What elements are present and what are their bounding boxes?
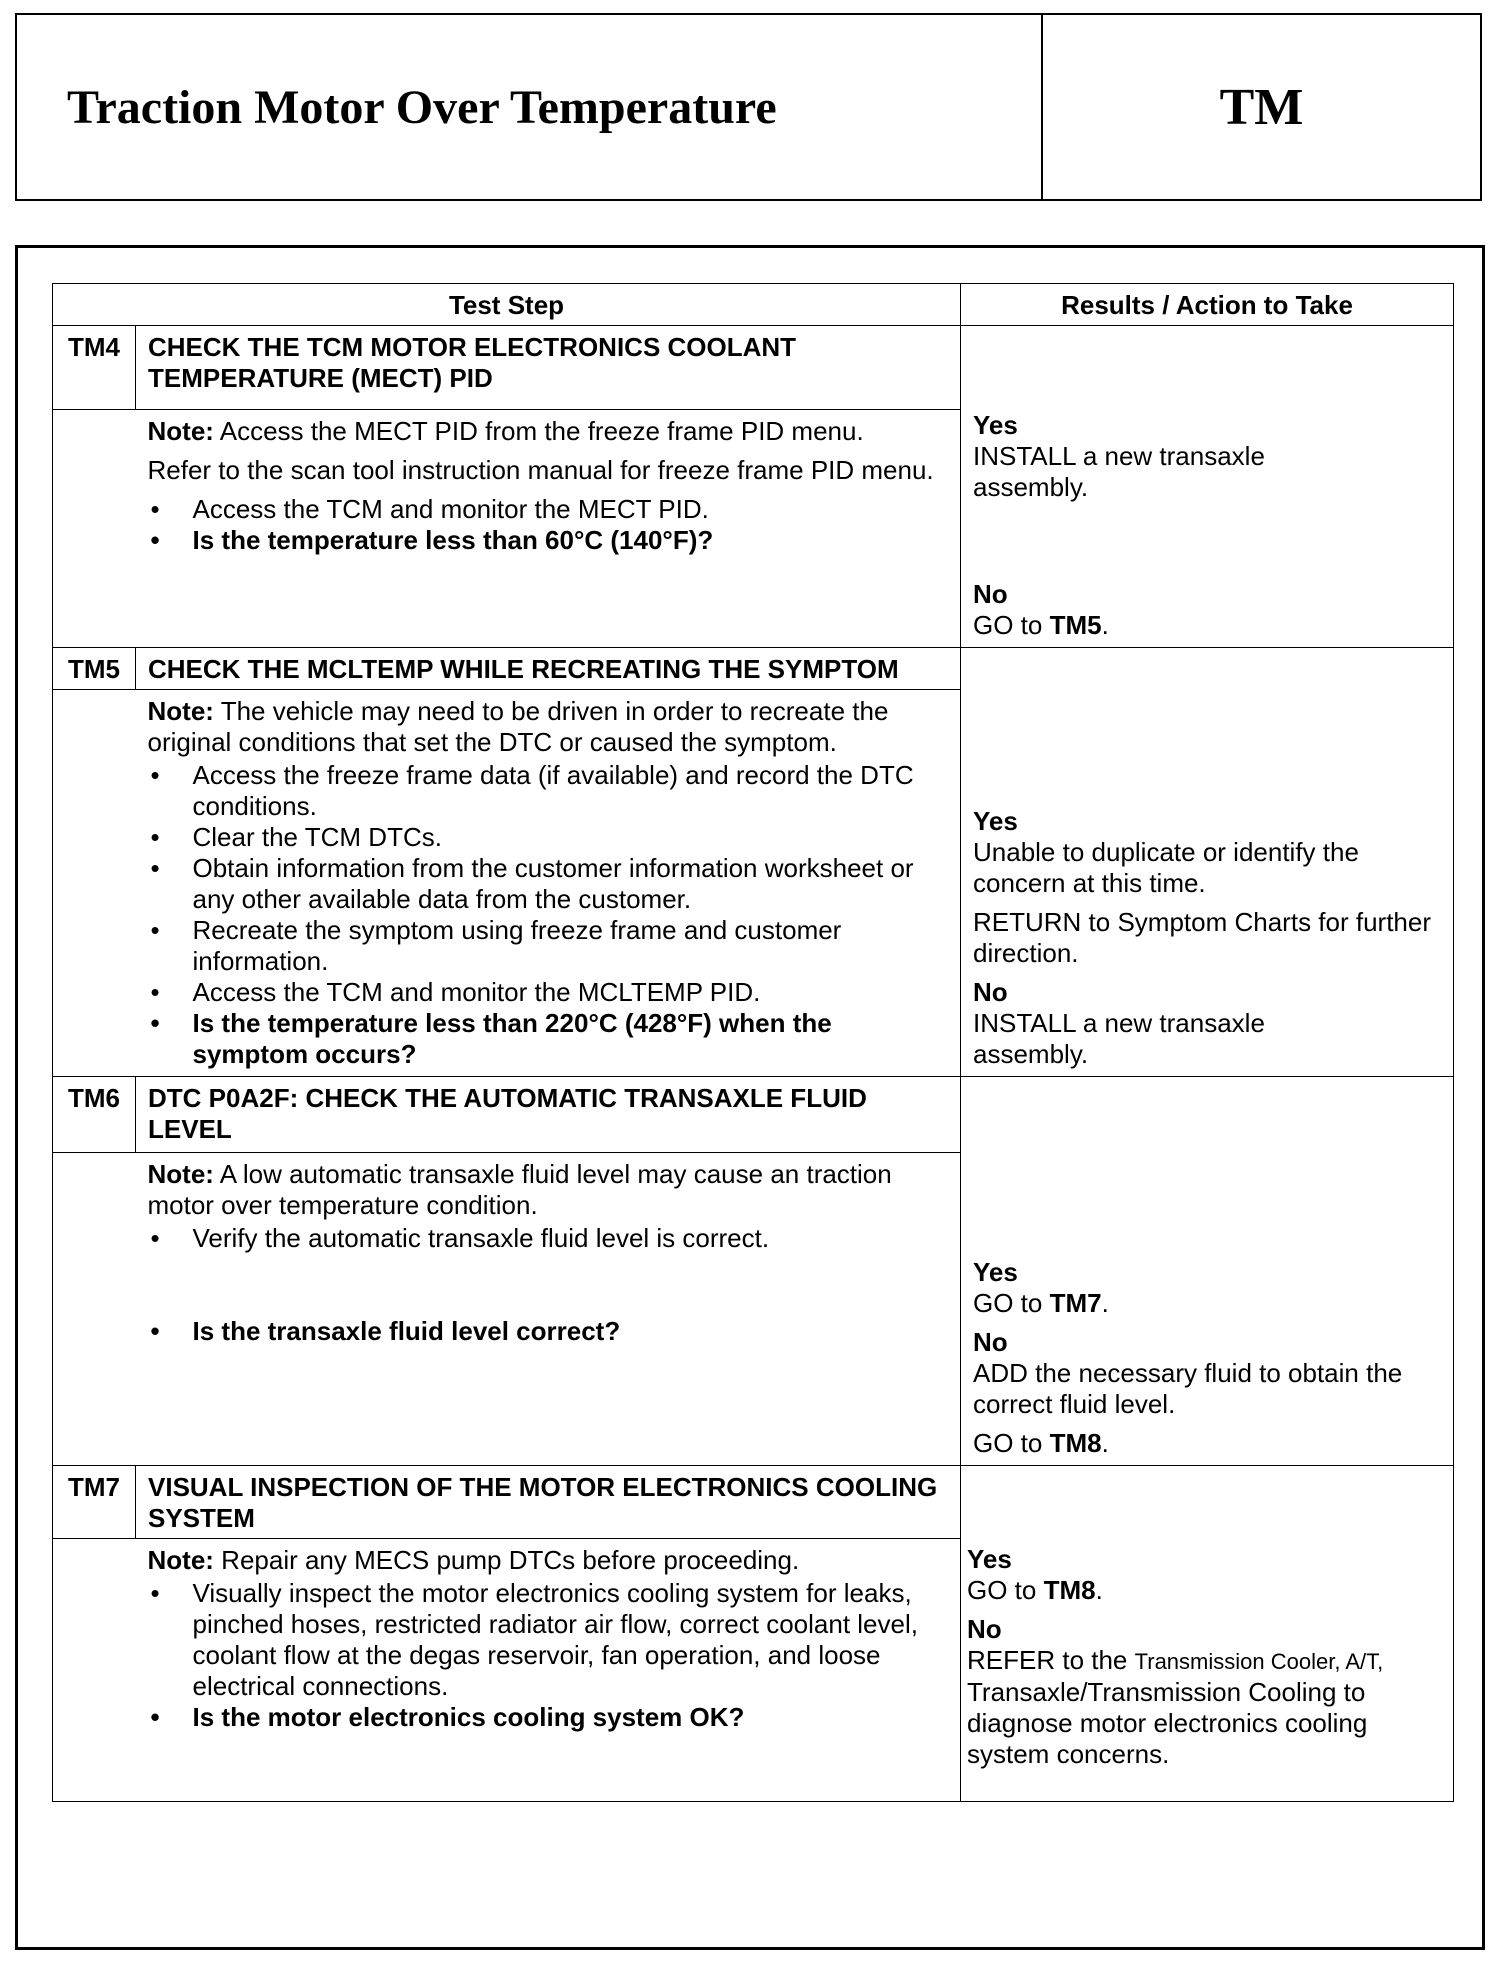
no-label: No <box>973 1327 1008 1357</box>
step-body <box>136 690 961 1077</box>
no-action-goto: GO to TM8. <box>973 1428 1109 1458</box>
goto-link-tm5[interactable]: TM5 <box>1049 610 1102 640</box>
step-id: TM6 <box>53 1077 136 1153</box>
bullet-item: • Obtain information from the customer information worksheet or any other available data from the customer. <box>193 853 947 915</box>
no-action: GO to TM5. <box>973 610 1109 640</box>
step-title: CHECK THE MCLTEMP WHILE RECREATING THE SYMPTOM <box>136 648 961 690</box>
step-id: TM4 <box>53 326 136 410</box>
no-label: No <box>967 1614 1002 1644</box>
test-step-table <box>52 283 1454 1802</box>
bullet-item: • Access the TCM and monitor the MECT PID. <box>193 494 947 525</box>
yes-action: Unable to duplicate or identify the concern at this time. <box>973 837 1359 898</box>
step-result-tm7 <box>961 1466 1454 1802</box>
title-cell <box>17 15 1043 199</box>
step-title-row-tm5 <box>53 648 1454 690</box>
step-result-tm4 <box>961 326 1454 648</box>
note: Note: A low automatic transaxle fluid level may cause an traction motor over temperature condition. <box>147 1159 892 1220</box>
bullet-item: • Access the freeze frame data (if available) and record the DTC conditions. <box>193 760 947 822</box>
step-title-row-tm6 <box>53 1077 1454 1153</box>
yes-label: Yes <box>973 410 1018 440</box>
no-label: No <box>973 579 1008 609</box>
step-title-row-tm7 <box>53 1466 1454 1539</box>
bullet-item: • Clear the TCM DTCs. <box>193 822 947 853</box>
no-action: REFER to the Transmission Cooler, A/T, Transaxle/Transmission Cooling to diagnose motor electronics cooling system concerns. <box>967 1645 1384 1769</box>
reference-link[interactable]: Transmission Cooler, A/T, <box>1134 1649 1384 1674</box>
yes-action-return: RETURN to Symptom Charts for further direction. <box>973 907 1431 968</box>
step-id: TM7 <box>53 1466 136 1539</box>
bullet-item: • Recreate the symptom using freeze frame and customer information. <box>193 915 947 977</box>
question: • Is the temperature less than 60°C (140°F)? <box>193 525 947 556</box>
section-code-cell <box>1043 15 1480 199</box>
page-title: Traction Motor Over Temperature <box>67 80 777 134</box>
bullet-item: • Visually inspect the motor electronics cooling system for leaks, pinched hoses, restricted radiator air flow, correct coolant level, coolant flow at the degas reservoir, fan operation, and loose electrical connections. <box>193 1578 947 1702</box>
no-action: INSTALL a new transaxle assembly. <box>973 1008 1265 1069</box>
step-result-tm5 <box>961 648 1454 1077</box>
yes-action: GO to TM7. <box>973 1288 1109 1318</box>
yes-label: Yes <box>967 1544 1012 1574</box>
step-body <box>136 1153 961 1466</box>
bullet-list <box>148 1578 947 1733</box>
question: • Is the transaxle fluid level correct? <box>193 1316 947 1347</box>
yes-label: Yes <box>973 1257 1018 1287</box>
bullet-item: • Verify the automatic transaxle fluid level is correct. <box>193 1223 947 1254</box>
step-title-row-tm4 <box>53 326 1454 410</box>
note: Note: Repair any MECS pump DTCs before proceeding. <box>147 1545 800 1575</box>
step-title: VISUAL INSPECTION OF THE MOTOR ELECTRONICS COOLING SYSTEM <box>136 1466 961 1539</box>
goto-link-tm8[interactable]: TM8 <box>1043 1575 1096 1605</box>
bullet-list <box>148 760 947 1070</box>
yes-label: Yes <box>973 806 1018 836</box>
question: • Is the temperature less than 220°C (428°F) when the symptom occurs? <box>193 1008 947 1070</box>
paragraph: Refer to the scan tool instruction manual for freeze frame PID menu. <box>147 455 934 485</box>
goto-link-tm7[interactable]: TM7 <box>1049 1288 1102 1318</box>
step-id: TM5 <box>53 648 136 690</box>
step-body <box>136 1539 961 1802</box>
no-action: ADD the necessary fluid to obtain the correct fluid level. <box>973 1358 1403 1419</box>
bullet-item: • Access the TCM and monitor the MCLTEMP PID. <box>193 977 947 1008</box>
content-frame <box>15 245 1485 1950</box>
column-header-results: Results / Action to Take <box>961 284 1454 326</box>
bullet-list <box>148 1223 947 1347</box>
yes-action: GO to TM8. <box>967 1575 1103 1605</box>
step-body <box>136 410 961 648</box>
yes-action: INSTALL a new transaxle assembly. <box>973 441 1265 502</box>
document-header <box>15 13 1482 201</box>
note: Note: Access the MECT PID from the freeze frame PID menu. <box>147 416 864 446</box>
goto-link-tm8[interactable]: TM8 <box>1049 1428 1102 1458</box>
step-title: DTC P0A2F: CHECK THE AUTOMATIC TRANSAXLE FLUID LEVEL <box>136 1077 961 1153</box>
step-title: CHECK THE TCM MOTOR ELECTRONICS COOLANT TEMPERATURE (MECT) PID <box>136 326 961 410</box>
no-label: No <box>973 977 1008 1007</box>
section-code: TM <box>1219 78 1304 136</box>
note: Note: The vehicle may need to be driven in order to recreate the original conditions that set the DTC or caused the symptom. <box>147 696 889 757</box>
column-header-test-step: Test Step <box>53 284 961 326</box>
bullet-list <box>148 494 947 556</box>
table-header-row <box>53 284 1454 326</box>
question: • Is the motor electronics cooling system OK? <box>193 1702 947 1733</box>
step-result-tm6 <box>961 1077 1454 1466</box>
